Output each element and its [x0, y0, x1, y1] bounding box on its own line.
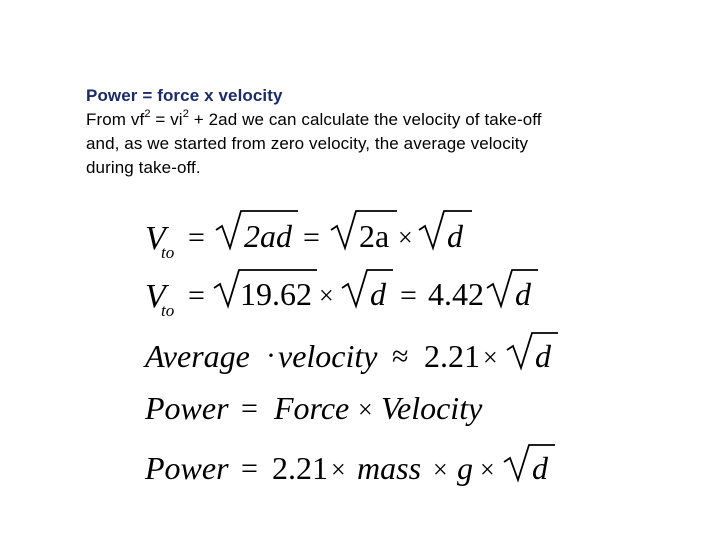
- eq1-lhs: V: [145, 220, 166, 257]
- eq5-equals: =: [241, 452, 258, 485]
- eq1-rad3: d: [447, 218, 463, 254]
- eq3-approx: ≈: [392, 340, 409, 373]
- eq1-equals: =: [188, 221, 205, 254]
- eq3-word-velocity: velocity: [278, 338, 378, 374]
- eq3-rad: d: [535, 338, 551, 374]
- eq4-equals: =: [241, 392, 258, 425]
- eq5-times-2: ×: [433, 455, 448, 484]
- eq5-coef: 2.21: [272, 450, 328, 486]
- line1-post: + 2ad we can calculate the velocity of take-off: [188, 110, 542, 129]
- superscript-2: 2: [182, 108, 189, 121]
- eq2-times: ×: [319, 281, 334, 310]
- eq4-times: ×: [358, 395, 373, 424]
- eq5-times-3: ×: [480, 455, 495, 484]
- equation-3: [143, 333, 558, 374]
- eq5-mass: mass: [357, 450, 422, 486]
- eq2-rad1: 19.62: [240, 276, 312, 312]
- eq1-rad1-num: 2ad: [244, 218, 292, 254]
- eq1-lhs-sub: to: [161, 243, 175, 262]
- superscript-1: 2: [144, 108, 151, 121]
- equation-4: [144, 390, 483, 426]
- line1-mid: = vi: [150, 110, 183, 129]
- line3: during take-off.: [86, 158, 201, 177]
- eq1-radical-3: [419, 211, 472, 248]
- eq2-equals: =: [188, 279, 205, 312]
- eq5-g: g: [457, 450, 473, 486]
- equation-2: [145, 270, 538, 320]
- eq3-word-average: Average: [145, 338, 250, 374]
- equation-1: [145, 211, 472, 262]
- eq4-force: Force: [274, 390, 350, 426]
- eq2-coef: 4.42: [428, 276, 484, 312]
- eq1-times: ×: [398, 223, 413, 252]
- eq3-coef: 2.21: [424, 338, 480, 374]
- eq3-dot: ·: [266, 339, 276, 372]
- line2: and, as we started from zero velocity, the average velocity: [86, 134, 529, 153]
- eq2-lhs: V: [145, 278, 166, 315]
- eq2-equals-2: =: [400, 279, 417, 312]
- eq5-rad: d: [532, 450, 548, 486]
- eq2-rad2: d: [370, 276, 386, 312]
- eq1-equals-2: =: [303, 221, 320, 254]
- eq5-times-1: ×: [331, 455, 346, 484]
- eq2-rad3: d: [515, 276, 531, 312]
- eq2-lhs-sub: to: [161, 301, 175, 320]
- heading: Power = force x velocity: [86, 86, 283, 105]
- eq3-times: ×: [483, 343, 498, 372]
- equation-5: [144, 445, 555, 486]
- eq5-lhs: Power: [145, 450, 229, 486]
- eq4-lhs: Power: [145, 390, 229, 426]
- eq1-rad2: 2a: [359, 218, 390, 254]
- line1-pre: From vf: [86, 110, 145, 129]
- eq4-velocity: Velocity: [381, 390, 483, 426]
